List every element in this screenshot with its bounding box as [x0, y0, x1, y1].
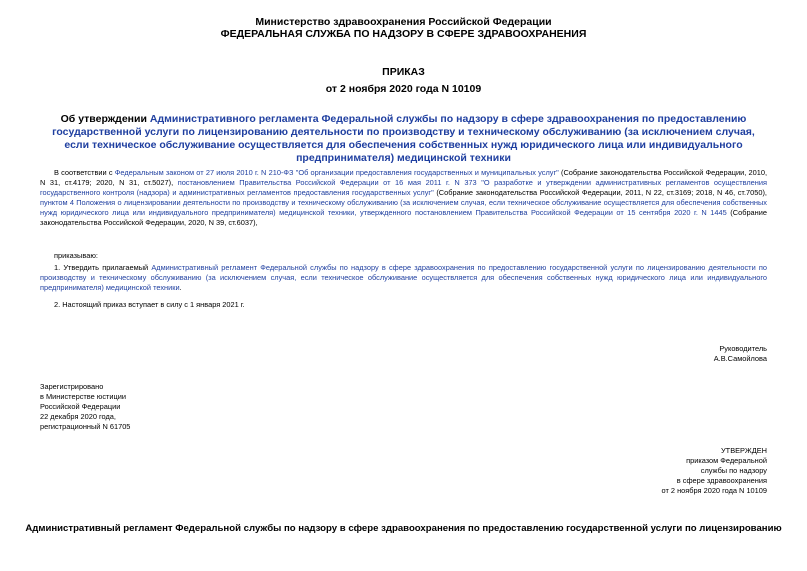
- signature-position: Руководитель: [719, 344, 767, 353]
- registration-line: 22 декабря 2020 года,: [40, 412, 116, 421]
- approval-block: [662, 446, 767, 496]
- title-regulation-link[interactable]: Административного регламента Федеральной службы по надзору в сфере здравоохранения по предоставлению государственной услуги по лицензированию деятельности по производству и техническому обслуживанию (за исключением случая, если техническое обслуживание осуществляется для обеспечения собственных нужд юридического лица или индивидуального предпринимателя) медицинской техники: [52, 113, 755, 164]
- regulation-item-link[interactable]: пунктом 4 Положения о лицензировании деятельности по производству и техническому обслуживанию (за исключением случая, если техническое обслуживание осуществляется для обеспечения собственных нужд юридического лица или индивидуального предпринимателя) медицинской техники, утвержденного постановлением Правительства Российской Федерации от 15 сентября 2020 г. N 1445: [40, 198, 767, 217]
- preamble-text-4: (Собрание законодательства Российской Федерации, 2020, N 39, ст.6037),: [40, 208, 767, 227]
- government-decree-link[interactable]: постановлением Правительства Российской Федерации от 16 мая 2011 г. N 373 "О разработке и утверждении административных регламентов осуществления государственного контроля (надзора) и административных регламентов предоставления государственных услуг": [40, 178, 768, 197]
- service-name: ФЕДЕРАЛЬНАЯ СЛУЖБА ПО НАДЗОРУ В СФЕРЕ ЗДРАВООХРАНЕНИЯ: [220, 28, 587, 40]
- item-1-paragraph: [40, 263, 767, 293]
- regulation-link[interactable]: Административный регламент Федеральной службы по надзору в сфере здравоохранения по предоставлению государственной услуги по лицензированию деятельности по производству и техническому обслуживанию (за исключением случая, если техническое обслуживание осуществляется для обеспечения собственных нужд юридического лица или индивидуального предпринимателя) медицинской техники: [40, 263, 767, 292]
- item-2-paragraph: 2. Настоящий приказ вступает в силу с 1 января 2021 г.: [54, 300, 245, 309]
- registration-line: регистрационный N 61705: [40, 422, 131, 431]
- item-1-text: 1. Утвердить прилагаемый: [54, 263, 152, 272]
- registration-line: Российской Федерации: [40, 402, 121, 411]
- title-prefix: Об утверждении: [60, 113, 150, 125]
- document-type: ПРИКАЗ: [382, 66, 425, 78]
- document-date-number: от 2 ноября 2020 года N 10109: [325, 83, 482, 95]
- registration-block: [40, 382, 130, 432]
- approval-line: от 2 ноября 2020 года N 10109: [661, 486, 767, 495]
- approval-line: в сфере здравоохранения: [676, 476, 767, 485]
- regulation-heading: Административный регламент Федеральной службы по надзору в сфере здравоохранения по предоставлению государственной услуги по лицензированию: [25, 523, 782, 534]
- item-1-end: .: [179, 283, 182, 292]
- registration-line: в Министерстве юстиции: [40, 392, 127, 401]
- ministry-name: Министерство здравоохранения Российской Федерации: [255, 16, 552, 28]
- approval-title: УТВЕРЖДЕН: [720, 446, 767, 455]
- preamble-text-2: (Собрание законодательства Российской Федерации, 2010, N 31, ст.4179; 2020, N 31, ст.5027),: [40, 168, 768, 187]
- approval-line: приказом Федеральной: [686, 456, 767, 465]
- preamble-text-3: (Собрание законодательства Российской Федерации, 2011, N 22, ст.3169; 2018, N 46, ст.7050),: [433, 188, 767, 197]
- federal-law-link[interactable]: Федеральным законом от 27 июля 2010 г. N 210-ФЗ "Об организации предоставления государственных и муниципальных услуг": [114, 168, 559, 177]
- document-title: [40, 113, 767, 165]
- preamble-text-1: В соответствии с: [54, 168, 115, 177]
- registration-line: Зарегистрировано: [40, 382, 104, 391]
- order-word: приказываю:: [54, 251, 98, 260]
- approval-line: службы по надзору: [700, 466, 767, 475]
- signature-name: А.В.Самойлова: [713, 354, 767, 363]
- preamble-paragraph: [40, 168, 767, 228]
